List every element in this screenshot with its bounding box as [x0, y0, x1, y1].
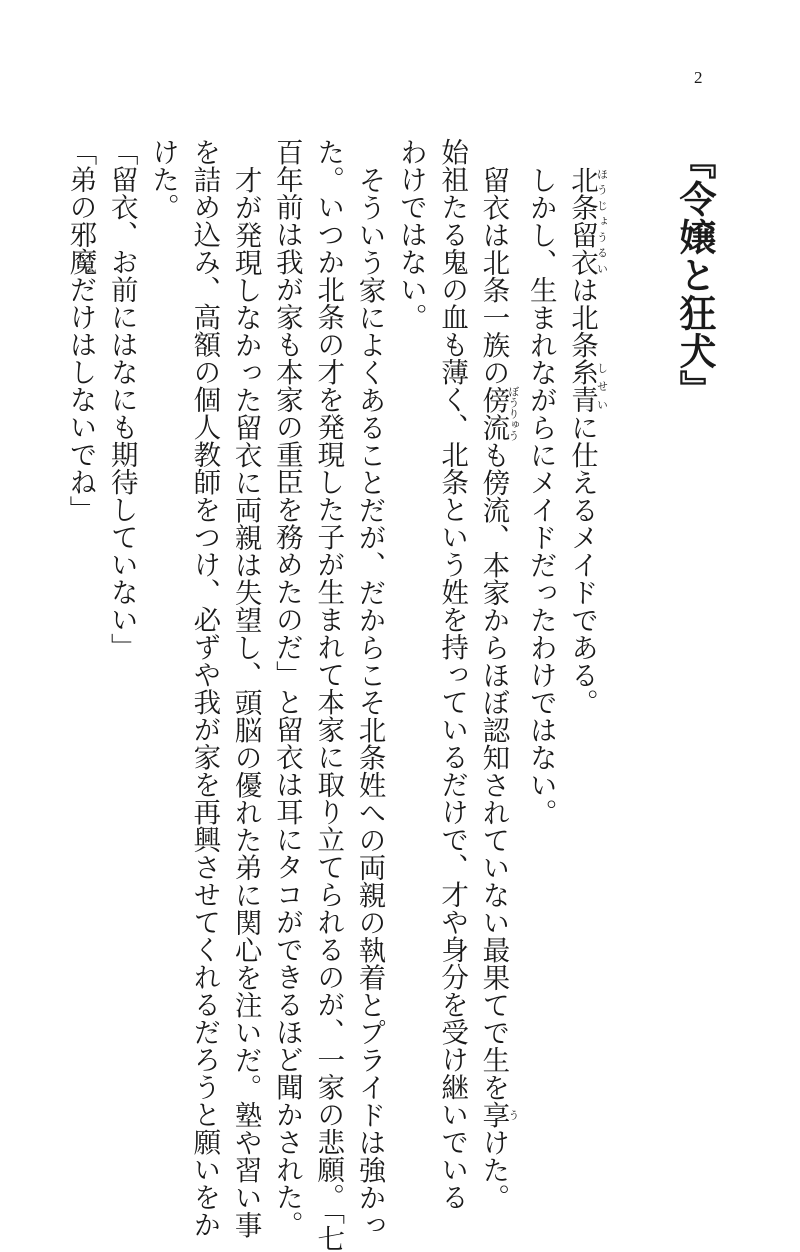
ruby-word — [566, 358, 609, 413]
text-line — [519, 138, 560, 1038]
ruby-reading: ぼうりゅう — [506, 385, 520, 441]
text-line — [472, 138, 520, 1211]
text-line — [224, 138, 265, 1238]
text-segment: を詰め込み、高額の個人教師をつけ、必ずや我が家を再興させてくれるだろうと願いをか — [188, 138, 221, 1238]
text-segment: 始祖たる鬼の血も薄く、北条という姓を持っているだけで、才や身分を受け継いでいる — [436, 138, 469, 1211]
text-segment: そういう家によくあることだが、だからこそ北条姓への両親の執着とプライドは強かっ — [353, 165, 386, 1238]
page-number: 2 — [694, 68, 703, 87]
ruby-reading: ほうじょうるい — [595, 165, 609, 276]
text-segment: も傍流、本家からほぼ認知されていない最果てで生を — [477, 440, 510, 1101]
ruby-word — [477, 1100, 520, 1129]
ruby-reading: しせい — [595, 358, 609, 413]
text-line — [183, 138, 224, 1238]
ruby-word — [566, 165, 609, 276]
text-line — [390, 138, 431, 1038]
text-line — [100, 138, 141, 1038]
text-segment: わけではない。 — [394, 138, 427, 331]
ruby-base: 北条留衣 — [566, 165, 598, 276]
ruby-base: 糸青 — [566, 358, 598, 413]
text-segment: けた。 — [147, 138, 180, 221]
text-line — [561, 138, 608, 1038]
text-segment: 「留衣、お前にはなにも期待していない」 — [105, 138, 138, 661]
text-line — [266, 138, 307, 1238]
chapter-title: 『令嬢と狂犬』 — [673, 142, 716, 408]
text-segment: に仕えるメイドである。 — [566, 413, 598, 716]
text-line — [431, 138, 472, 1211]
text-line — [142, 138, 183, 1038]
text-segment: た。いつか北条の才を発現した子が生まれて本家に取り立てられるのが、一家の悲願。「七 — [312, 138, 345, 1252]
ruby-word — [477, 385, 520, 441]
body-text — [59, 138, 609, 1252]
text-line — [59, 138, 100, 1038]
text-segment: 才が発現しなかった留衣に両親は失望し、頭脳の優れた弟に関心を注いだ。塾や習い事 — [229, 165, 262, 1238]
text-line — [348, 138, 389, 1238]
text-segment: けた。 — [477, 1128, 510, 1211]
ruby-reading: う — [506, 1100, 520, 1128]
ruby-base: 享 — [477, 1100, 510, 1128]
text-segment: は北条 — [566, 275, 598, 358]
text-segment: 百年前は我が家も本家の重臣を務めたのだ」と留衣は耳にタコができるほど聞かされた。 — [270, 138, 303, 1238]
ruby-base: 傍流 — [477, 385, 510, 441]
text-line — [307, 138, 348, 1252]
text-segment: 留衣は北条一族の — [477, 165, 510, 386]
text-segment: しかし、生まれながらにメイドだったわけではない。 — [524, 165, 557, 826]
text-segment: 「弟の邪魔だけはしないでね」 — [64, 138, 97, 523]
